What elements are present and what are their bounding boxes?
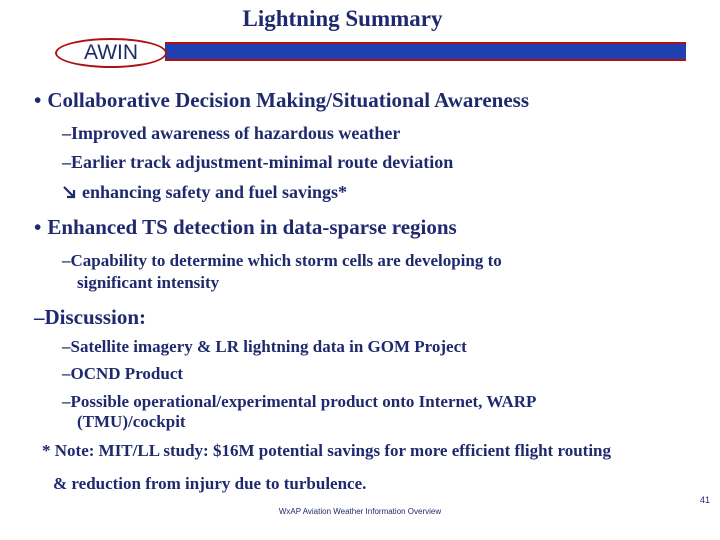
dash-icon: – — [62, 251, 71, 270]
header-bar — [165, 42, 686, 61]
discussion-item — [62, 364, 183, 384]
sub-item-text: Earlier track adjustment-minimal route deviation — [71, 152, 454, 172]
heading-text: Enhanced TS detection in data-sparse regions — [47, 215, 457, 239]
bullet-icon: • — [34, 215, 42, 239]
discussion-item-text: Possible operational/experimental product onto Internet, WARP — [70, 392, 537, 411]
bullet-heading-2 — [34, 215, 457, 240]
page-number: 41 — [699, 495, 710, 505]
header-bar-stripe — [165, 42, 686, 44]
awin-logo — [55, 38, 167, 68]
sub-item — [62, 251, 502, 271]
discussion-item-text: OCND Product — [70, 364, 184, 383]
dash-icon: – — [62, 337, 71, 356]
discussion-item — [62, 392, 536, 412]
discussion-item — [62, 337, 467, 357]
sub-item — [62, 123, 400, 144]
dash-icon: – — [62, 392, 71, 411]
discussion-item-continuation: (TMU)/cockpit — [77, 412, 186, 431]
dash-icon: – — [62, 123, 71, 143]
sub-item — [62, 152, 453, 173]
slide-title: Lightning Summary — [242, 6, 443, 31]
heading-text: Collaborative Decision Making/Situational Awareness — [47, 88, 530, 112]
right-arrow-icon — [62, 185, 76, 199]
logo-text: AWIN — [83, 41, 139, 64]
sub-item-text: Improved awareness of hazardous weather — [71, 123, 401, 143]
result-text: enhancing safety and fuel savings* — [82, 182, 348, 202]
dash-icon: – — [62, 152, 71, 172]
dash-icon: – — [62, 364, 71, 383]
discussion-item-text: Satellite imagery & LR lightning data in GOM Project — [70, 337, 467, 356]
discussion-heading — [34, 305, 146, 330]
result-line — [62, 182, 347, 203]
sub-item-text: Capability to determine which storm cells are developing to — [70, 251, 502, 270]
bullet-heading-1 — [34, 88, 529, 113]
footnote-continuation: & reduction from injury due to turbulence. — [53, 474, 367, 493]
header-bar-stripe — [165, 59, 686, 61]
dash-icon: – — [34, 305, 45, 329]
bullet-icon: • — [34, 88, 42, 112]
footer-text: WxAP Aviation Weather Information Overview — [278, 507, 442, 516]
footnote — [42, 441, 611, 461]
discussion-label: Discussion: — [44, 305, 147, 329]
sub-item-continuation: significant intensity — [77, 273, 220, 292]
footnote-text: Note: MIT/LL study: $16M potential savings for more efficient flight routing — [54, 441, 612, 460]
footnote-marker: * — [42, 441, 51, 460]
